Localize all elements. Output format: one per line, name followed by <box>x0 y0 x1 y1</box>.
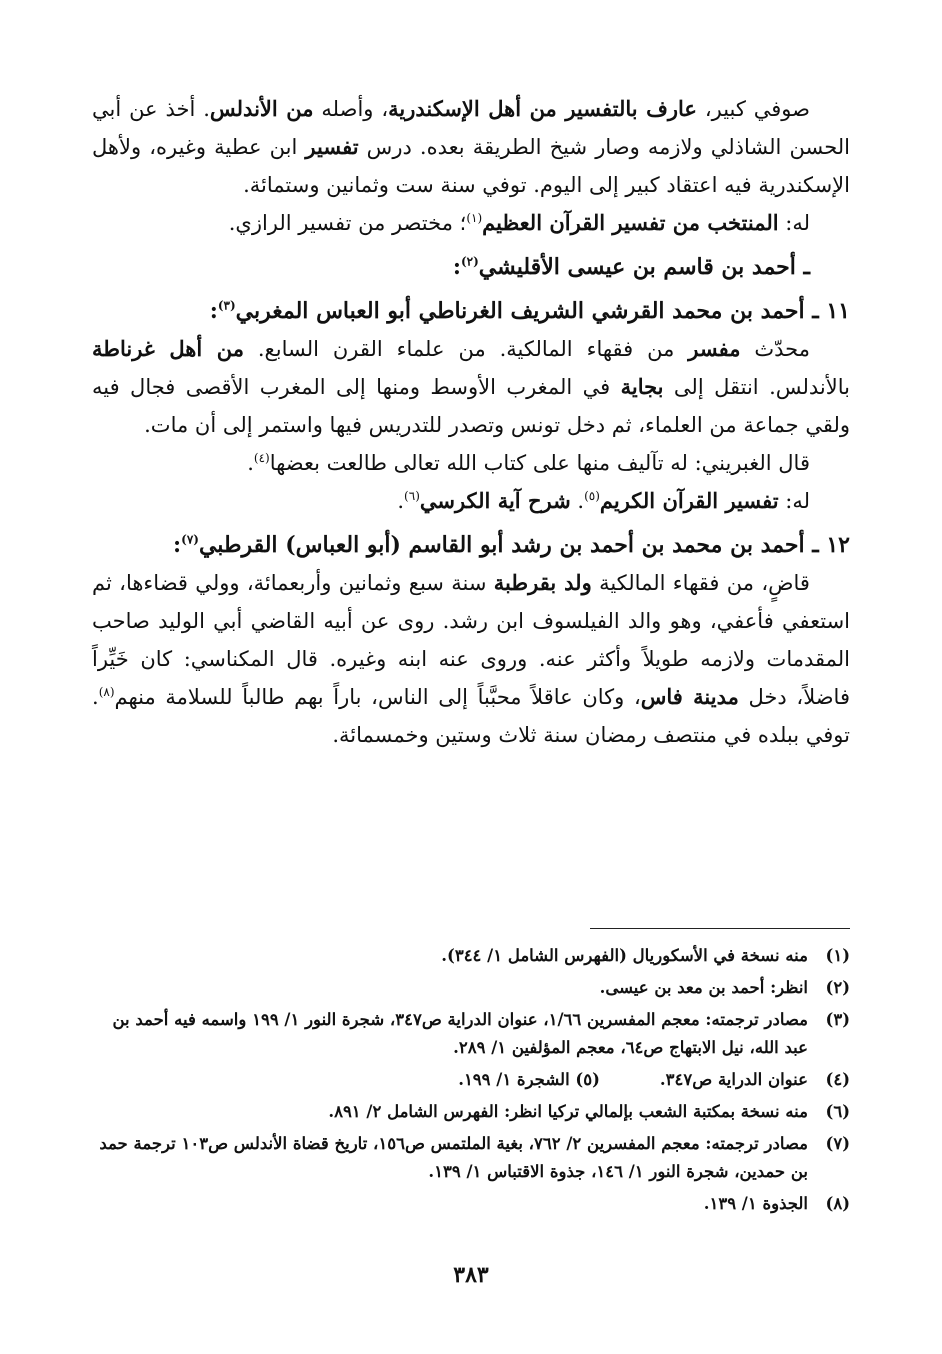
text-run: صوفي كبير، <box>696 97 810 121</box>
text-run: : <box>452 254 461 280</box>
text-run: : <box>173 532 182 558</box>
paragraph-intro-works <box>92 204 850 242</box>
text-run: له: <box>778 489 810 513</box>
footnote-ref: (٤) <box>253 451 270 465</box>
entry-11-paragraph <box>92 330 850 444</box>
text-run: . <box>570 489 585 513</box>
footnote-ref: (٢) <box>460 254 479 269</box>
footnote-ref: (٦) <box>404 489 420 503</box>
text-run: ، وكان عاقلاً محبَّباً إلى الناس، باراً بهم طالباً للسلامة منهم <box>114 685 641 709</box>
entry-12-paragraph <box>92 564 850 754</box>
page-number: ٣٨٣ <box>453 1262 489 1288</box>
footnote-ref: (٥) <box>584 489 600 503</box>
footnote-ref: (١) <box>466 211 483 225</box>
text-run: قاضٍ، من فقهاء المالكية <box>591 571 810 595</box>
entry-11-heading <box>92 292 850 330</box>
entry-name: ١٢ ـ أحمد بن محمد بن أحمد بن رشد أبو القاسم (أبو العباس) القرطبي <box>198 532 850 558</box>
footnote-divider <box>590 928 850 929</box>
entry-11-works <box>92 482 850 520</box>
work-title: شرح آية الكرسي <box>419 488 571 513</box>
text-run: . توفي ببلده في منتصف رمضان سنة ثلاث وستين وخمسمائة. <box>92 685 850 747</box>
text-run-bold: مدينة فاس <box>640 684 739 709</box>
footnote-number: (٨) <box>825 1194 850 1213</box>
entry-name: ١١ ـ أحمد بن محمد القرشي الشريف الغرناطي أبو العباس المغربي <box>235 298 850 324</box>
text-run-bold: من أهل غرناطة <box>92 336 244 361</box>
footnote-number: (٢) <box>825 978 850 997</box>
text-run: : <box>209 298 218 324</box>
footnote-text-part: عنوان الدراية ص٣٤٧. <box>659 1070 808 1089</box>
text-run: ؛ مختصر من تفسير الرازي. <box>228 211 467 235</box>
text-run: ابن عطية وغيره، ولأهل الإسكندرية فيه اعتقاد كبير إلى اليوم. توفي سنة ست وثمانين وستمائة. <box>92 135 850 197</box>
text-run: في المغرب الأوسط ومنها إلى المغرب الأقصى فجال فيه ولقي جماعة من العلماء، ثم دخل تونس وتصدر للتدريس فيها واستمر إلى أن مات. <box>92 375 850 437</box>
footnote-8 <box>92 1190 850 1218</box>
footnote-text: الجذوة ١/ ١٣٩. <box>703 1194 808 1213</box>
text-run: . <box>397 489 405 513</box>
footnote-number: (٤) <box>825 1070 850 1089</box>
footnote-text: مصادر ترجمته: معجم المفسرين ١/٦٦، عنوان الدراية ص٣٤٧، شجرة النور ١/ ١٩٩ واسمه فيه أحمد بن عبد الله، نيل الابتهاج ص٦٤، معجم المؤلفين ١/ ٢٨٩. <box>112 1010 808 1057</box>
text-run: سنة سبع وثمانين وأربعمائة، وولي قضاءها، ثم استعفي فأعفي، وهو والد الفيلسوف ابن رشد. روى عن أبيه القاضي أبي الوليد صاحب المقدمات ولازمه طويلاً وأكثر عنه. وروى عنه ابنه وغيره. قال المكناسي: كان خَيِّراً فاضلاً، دخل <box>92 571 850 709</box>
text-run-bold: من الأندلس <box>209 96 314 121</box>
footnote-6 <box>92 1098 850 1126</box>
text-run-bold: بجاية <box>620 374 664 399</box>
footnote-ref: (٧) <box>181 532 199 547</box>
text-run: ، وأصله <box>313 97 389 121</box>
footnote-number: (٦) <box>825 1102 850 1121</box>
footnote-1 <box>92 942 850 970</box>
text-run: من فقهاء المالكية. من علماء القرن السابع. <box>243 337 689 361</box>
footnote-text: مصادر ترجمته: معجم المفسرين ٢/ ٧٦٢، بغية الملتمس ص١٥٦، تاريخ قضاة الأندلس ص١٠٣ ترجمة حمد بن حمدين، شجرة النور ١/ ١٤٦، جذوة الاقتباس ١/ ١٣٩. <box>99 1134 808 1181</box>
text-run-bold: مفسر <box>688 336 741 361</box>
footnotes <box>92 942 850 1222</box>
work-title: المنتخب من تفسير القرآن العظيم <box>482 210 779 235</box>
text-run-bold: ولد بقرطبة <box>493 570 592 595</box>
footnote-3 <box>92 1006 850 1062</box>
work-title: تفسير القرآن الكريم <box>599 488 779 513</box>
footnote-text <box>92 1066 808 1094</box>
footnote-ref: (٣) <box>217 298 236 313</box>
text-run: . <box>247 451 254 475</box>
footnote-number: (٣) <box>825 1010 850 1029</box>
footnote-2 <box>92 974 850 1002</box>
footnote-text: انظر: أحمد بن معد بن عيسى. <box>599 978 808 997</box>
footnote-text-part: (٥) الشجرة ١/ ١٩٩. <box>458 1070 600 1089</box>
text-run: له: <box>778 211 810 235</box>
footnote-number: (١) <box>825 946 850 965</box>
paragraph-intro <box>92 90 850 204</box>
cross-reference-heading <box>92 248 850 286</box>
footnote-ref: (٨) <box>98 685 115 699</box>
text-run-bold: تفسير <box>305 134 359 159</box>
text-run: . أخذ عن أبي الحسن الشاذلي ولازمه وصار شيخ الطريقة بعده. درس <box>92 97 850 159</box>
footnote-4-5 <box>92 1066 850 1094</box>
entry-11-quote <box>92 444 850 482</box>
main-text <box>92 90 850 754</box>
entry-name: ـ أحمد بن قاسم بن عيسى الأقليشي <box>478 254 810 280</box>
footnote-text: منه نسخة في الأسكوريال (الفهرس الشامل ١/ ٣٤٤). <box>441 946 808 965</box>
entry-12-heading <box>92 526 850 564</box>
footnote-number: (٧) <box>825 1134 850 1153</box>
text-run-bold: عارف بالتفسير من أهل الإسكندرية <box>388 96 697 121</box>
text-run: قال الغبريني: له تآليف منها على كتاب الله تعالى طالعت بعضها <box>269 451 810 475</box>
text-run: بالأندلس. انتقل إلى <box>663 375 850 399</box>
footnote-7 <box>92 1130 850 1186</box>
text-run: محدّث <box>740 337 810 361</box>
footnote-text: منه نسخة بمكتبة الشعب بإلمالي تركيا انظر: الفهرس الشامل ٢/ ٨٩١. <box>328 1102 808 1121</box>
